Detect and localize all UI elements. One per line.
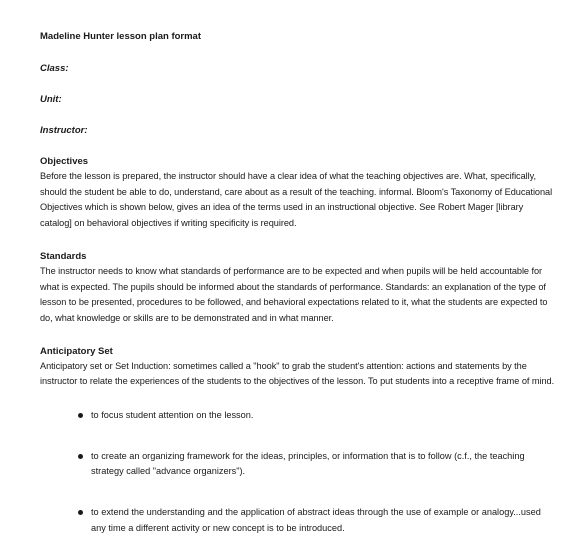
anticipatory-set-heading: Anticipatory Set [40, 345, 113, 357]
standards-text: The instructor needs to know what standards of performance are to be expected and when pupils will be held accountable for what is expected. The pupils should be informed about the standards of performance. Standards: an explanation of the type of lesson to be presented, procedures to be followed, and behavioral expectations related to it, what the students are expected to do, what knowledge or skills are to be demonstrated and in what manner. [40, 265, 548, 323]
instructor-label: Instructor: [40, 125, 88, 136]
list-item-text: to create an organizing framework for the ideas, principles, or information that is to follow (c.f., the teaching strategy called "advance organizers"). [91, 450, 525, 477]
list-item [78, 505, 555, 536]
anticipatory-set-bullet-list [40, 408, 555, 537]
objectives-heading: Objectives [40, 156, 89, 167]
bullet-icon [78, 454, 83, 459]
list-item-text: to focus student attention on the lesson. [91, 410, 254, 421]
class-label: Class: [40, 63, 69, 74]
list-item [78, 408, 555, 424]
list-item-text: to extend the understanding and the application of abstract ideas through the use of example or analogy...used any time a different activity or new concept is to be introduced. [91, 507, 541, 533]
list-item [78, 449, 555, 480]
objectives-section [40, 156, 555, 232]
anticipatory-set-text: Anticipatory set or Set Induction: sometimes called a "hook" to grab the student's attention: actions and statements by the instructor to relate the experiences of the students to the objectives of the lesson. To put students into a receptive frame of mind. [40, 360, 555, 387]
bullet-icon [78, 510, 83, 515]
document-title: Madeline Hunter lesson plan format [40, 31, 201, 42]
objectives-text: Before the lesson is prepared, the instructor should have a clear idea of what the teaching objectives are. What, specifically, should the student be able to do, understand, care about as a result of the teaching. informal. Bloom's Taxonomy of Educational Objectives which is shown below, gives an idea of the terms used in an instructional objective. See Robert Mager [library catalog] on behavioral objectives if writing specificity is required. [40, 171, 553, 229]
anticipatory-set-section [40, 346, 555, 537]
standards-section [40, 251, 555, 327]
standards-heading: Standards [40, 250, 87, 262]
bullet-icon [78, 413, 83, 418]
unit-label: Unit: [40, 94, 62, 105]
